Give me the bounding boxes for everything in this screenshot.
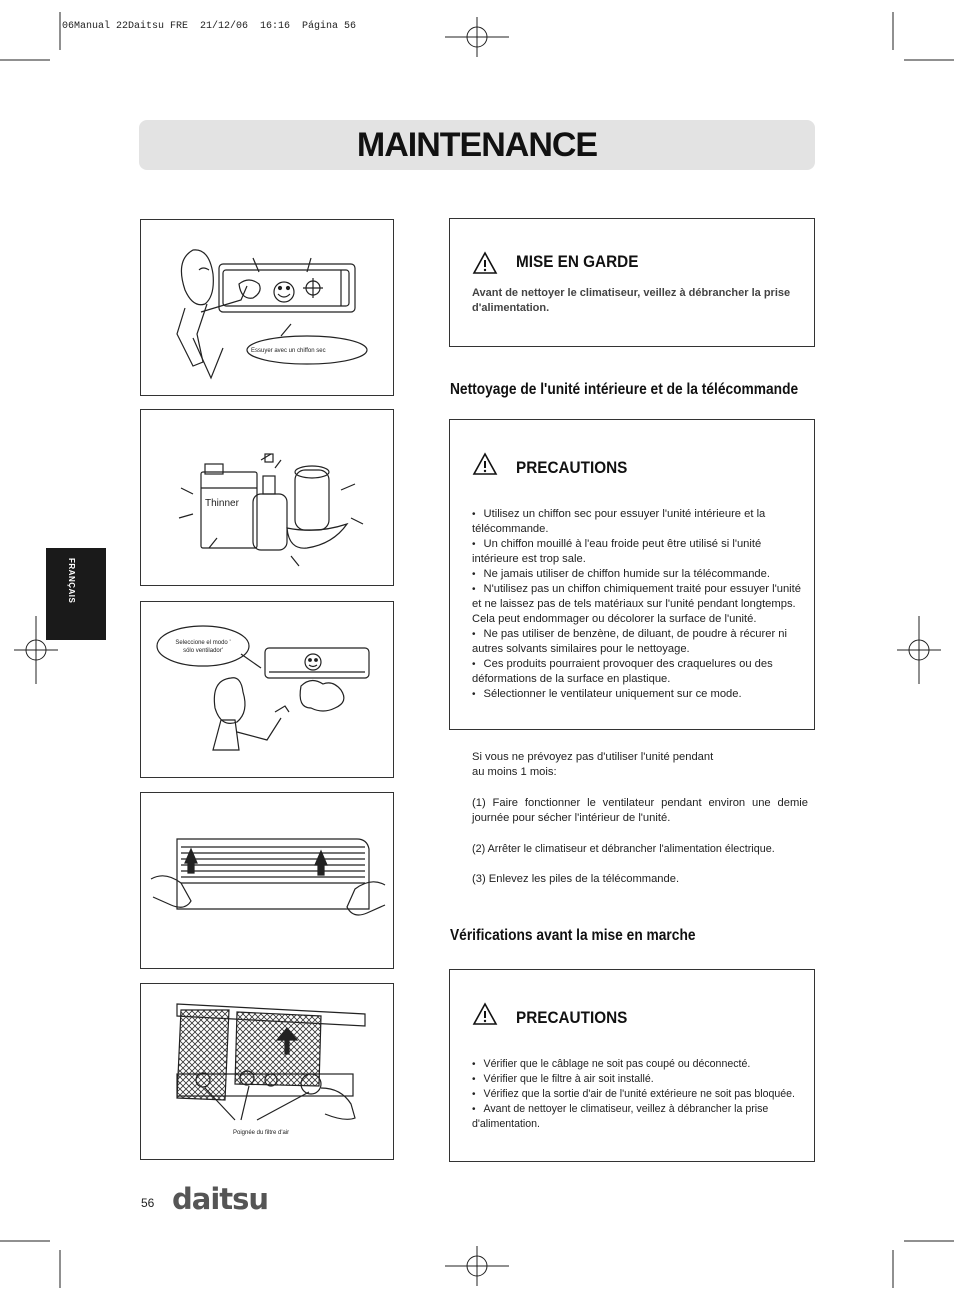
- precautions-heading-2: PRECAUTIONS: [516, 1008, 628, 1027]
- illustration-chemicals: [141, 410, 395, 587]
- illustration-air-filter: [141, 984, 395, 1161]
- storage-intro-line1: Si vous ne prévoyez pas d'utiliser l'unité pendant: [472, 751, 714, 763]
- mise-en-garde-text: Avant de nettoyer le climatiseur, veillez à débrancher la prise d'alimentation.: [472, 287, 791, 314]
- figure-wipe-unit: [140, 219, 394, 396]
- section-checks-title: Vérifications avant la mise en marche: [450, 927, 696, 944]
- thinner-label: Thinner: [205, 498, 239, 509]
- figure-open-panel: [140, 792, 394, 969]
- page-title: MAINTENANCE: [356, 126, 598, 164]
- list-item: • N'utilisez pas un chiffon chimiquement traité pour essuyer l'unité et ne laissez pas de tels matériaux sur l'unité pendant longtemps. Cela peut endommager ou décolorer la surface de l'unité.: [472, 582, 808, 627]
- daitsu-logo: [172, 1185, 272, 1215]
- list-item: • Un chiffon mouillé à l'eau froide peut être utilisé si l'unité intérieure est trop sale.: [472, 537, 808, 567]
- precautions-box-cleaning: [449, 419, 815, 730]
- figure-chemicals: [140, 409, 394, 586]
- precautions-box-checks: [449, 969, 815, 1162]
- list-item: • Vérifier que le filtre à air soit installé.: [472, 1072, 808, 1087]
- language-tab-label: FRANÇAIS: [67, 558, 76, 604]
- list-item: • Ces produits pourraient provoquer des craquelures ou des déformations de la surface en plastique.: [472, 657, 808, 687]
- fig5-caption: Poignée du filtre d'air: [233, 1130, 290, 1136]
- list-item: • Vérifier que le câblage ne soit pas coupé ou déconnecté.: [472, 1057, 808, 1072]
- list-item: • Ne pas utiliser de benzène, de diluant, de poudre à récurer ni autres solvants similaires pour le nettoyage.: [472, 627, 808, 657]
- list-item: • Ne jamais utiliser de chiffon humide sur la télécommande.: [472, 567, 808, 582]
- precautions-list-2: [472, 1057, 808, 1132]
- section-cleaning-title: Nettoyage de l'unité intérieure et de la télécommande: [450, 381, 799, 398]
- mise-en-garde-heading: MISE EN GARDE: [516, 252, 639, 271]
- figure-air-filter: [140, 983, 394, 1160]
- list-item: • Avant de nettoyer le climatiseur, veillez à débrancher la prise d'alimentation.: [472, 1102, 808, 1132]
- figure-fan-mode: [140, 601, 394, 778]
- precautions-heading-1: PRECAUTIONS: [516, 458, 628, 477]
- warning-icon: [472, 452, 498, 476]
- precautions-list-1: [472, 507, 808, 702]
- warning-icon: [472, 1002, 498, 1026]
- language-tab: [46, 548, 106, 640]
- storage-intro-line2: au moins 1 mois:: [472, 766, 557, 778]
- storage-step-1: (1) Faire fonctionner le ventilateur pendant environ une demie journée pour sécher l'intérieur de l'unité.: [472, 797, 808, 824]
- print-header: 06Manual 22Daitsu FRE 21/12/06 16:16 Página 56: [62, 21, 357, 32]
- mise-en-garde-box: [449, 218, 815, 347]
- illustration-wipe-unit: [141, 220, 395, 397]
- fig3-caption-line1: Seleccione el modo ': [175, 640, 231, 646]
- storage-step-3: (3) Enlevez les piles de la télécommande.: [472, 873, 680, 885]
- page-number: 56: [141, 1196, 155, 1210]
- illustration-fan-mode: [141, 602, 395, 779]
- list-item: • Vérifiez que la sortie d'air de l'unité extérieure ne soit pas bloquée.: [472, 1087, 808, 1102]
- fig3-caption-line2: sólo ventilador': [183, 648, 223, 654]
- warning-icon: [472, 251, 498, 275]
- list-item: • Utilisez un chiffon sec pour essuyer l'unité intérieure et la télécommande.: [472, 507, 808, 537]
- brand-logo-text: daitsu: [172, 1185, 269, 1215]
- illustration-open-panel: [141, 793, 395, 970]
- fig1-caption: Essuyer avec un chiffon sec: [251, 348, 326, 354]
- list-item: • Sélectionner le ventilateur uniquement sur ce mode.: [472, 687, 808, 702]
- storage-step-2: (2) Arrêter le climatiseur et débrancher l'alimentation électrique.: [472, 843, 775, 855]
